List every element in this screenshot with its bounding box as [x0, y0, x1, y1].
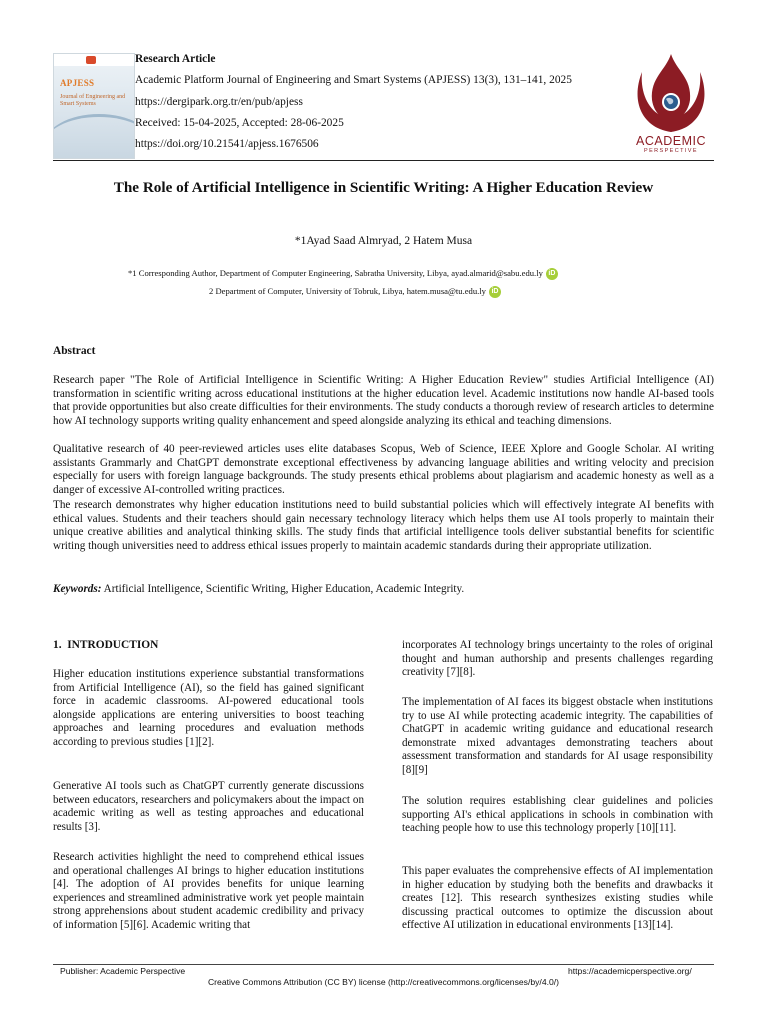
footer-license[interactable]: Creative Commons Attribution (CC BY) license (http://creativecommons.org/licenses/by/4.0/): [207, 977, 560, 987]
logo-text: ACADEMIC: [636, 134, 706, 148]
paper-title: The Role of Artificial Intelligence in Scientific Writing: A Higher Education Review: [113, 179, 654, 196]
received-accepted-dates: Received: 15-04-2025, Accepted: 28-06-2025: [135, 117, 344, 129]
abstract-paragraph: The research demonstrates why higher education institutions need to build substantial policies which will effectively integrate AI benefits with ethical values. Students and their teachers should gain necessary technology literacy which helps them use AI tools properly to maintain their unique creative abilities and analytical thinking skills. The study finds that artificial intelligence tools deliver substantial benefits for scientific writing though universities need to address ethical issues properly to maintain academic standards during their appropriate utilization.: [53, 499, 714, 552]
footer-publisher: Publisher: Academic Perspective: [60, 966, 186, 976]
keywords-list: Artificial Intelligence, Scientific Writing, Higher Education, Academic Integrity.: [101, 583, 465, 595]
body-paragraph: The solution requires establishing clear guidelines and policies supporting AI's ethical applications in schools in combination with teaching people how to use this technology properly [10][11].: [402, 795, 713, 835]
author-list: *1Ayad Saad Almryad, 2 Hatem Musa: [294, 235, 473, 247]
footer-site-link[interactable]: https://academicperspective.org/: [568, 966, 692, 976]
affiliation-2: [209, 286, 501, 298]
body-paragraph: Research activities highlight the need to comprehend ethical issues and operational challenges AI brings to higher education institutions [4]. The adoption of AI provides benefits for unique learning experiences and streamlined administrative work yet people maintain strong apprehensions about student academic credibility and privacy of information [5][6]. Academic writing that: [53, 851, 364, 931]
section-heading-introduction: 1. INTRODUCTION: [53, 639, 159, 651]
body-paragraph: Higher education institutions experience substantial transformations from Artificial Intelligence (AI), so the field has gained significant force in academic classrooms. AI-powered educational tools alongside applications are entering universities to boost teaching approaches and learning procedures and evaluation methods according to previous studies [1][2].: [53, 668, 364, 748]
abstract-paragraph: Qualitative research of 40 peer-reviewed articles uses elite databases Scopus, Web of Science, IEEE Xplore and Google Scholar. AI writing assistants Grammarly and ChatGPT demonstrate exceptional effectiveness by advancing language abilities and writing velocity and precision especially for users with foreign language backgrounds. The study presents ethical problems about plagiarism and academic honesty as well as a danger of excessive AI-controlled writing practices.: [53, 443, 714, 496]
cover-title: APJESS: [60, 78, 95, 88]
keywords-label: Keywords:: [53, 583, 102, 595]
journal-url[interactable]: https://dergipark.org.tr/en/pub/apjess: [135, 96, 303, 108]
body-paragraph: The implementation of AI faces its biggest obstacle when institutions try to use AI while protecting academic integrity. The capabilities of ChatGPT in academic writing guidance and educational research demonstrate mixed advantages demonstrating teachers about assessment transformation and standards for AI usage responsibility [8][9]: [402, 696, 713, 776]
abstract-heading: Abstract: [53, 345, 96, 357]
affiliation-2-text: 2 Department of Computer, University of Tobruk, Libya, hatem.musa@tu.edu.ly: [209, 286, 486, 296]
affiliation-1: [128, 268, 558, 280]
orcid-icon[interactable]: iD: [489, 286, 501, 298]
body-paragraph: This paper evaluates the comprehensive effects of AI implementation in higher education by studying both the benefits and drawbacks it creates [12]. This research synthesizes existing studies while discussing practical outcomes to optimize the discussion about effective AI utilization in educational environments [13][14].: [402, 865, 713, 932]
body-paragraph: incorporates AI technology brings uncertainty to the roles of original thought and human authorship and presents challenges regarding creativity [7][8].: [402, 639, 713, 679]
cover-subtitle: Journal of Engineering and Smart Systems: [60, 94, 126, 107]
journal-citation: Academic Platform Journal of Engineering and Smart Systems (APJESS) 13(3), 131–141, 2025: [135, 74, 572, 86]
orcid-icon[interactable]: iD: [546, 268, 558, 280]
logo-subtext: PERSPECTIVE: [644, 148, 698, 154]
abstract-paragraph: Research paper "The Role of Artificial Intelligence in Scientific Writing: A Higher Education Review" studies Artificial Intelligence (AI) transformation in scientific writing across educational institutions at the higher education level. Academic institutions now handle AI-based tools that provide opportunities but also create difficulties for their environments. The study conducts a thorough review of research articles to determine how AI technology supports writing quality enhancement and speed alongside analyzing its ethical and teaching dimensions.: [53, 374, 714, 427]
journal-cover-icon: [53, 53, 135, 159]
footer-divider: [53, 964, 714, 965]
body-paragraph: Generative AI tools such as ChatGPT currently generate discussions between educators, researchers and policymakers about the impact on academic writing as well as testing approaches and educational results [3].: [53, 780, 364, 833]
doi-link[interactable]: https://doi.org/10.21541/apjess.1676506: [135, 138, 319, 150]
header-divider: [53, 160, 714, 161]
article-type: Research Article: [135, 53, 216, 65]
affiliation-1-text: *1 Corresponding Author, Department of Computer Engineering, Sabratha University, Libya, ayad.almarid@sabu.edu.ly: [128, 268, 543, 278]
keywords: [53, 583, 714, 595]
